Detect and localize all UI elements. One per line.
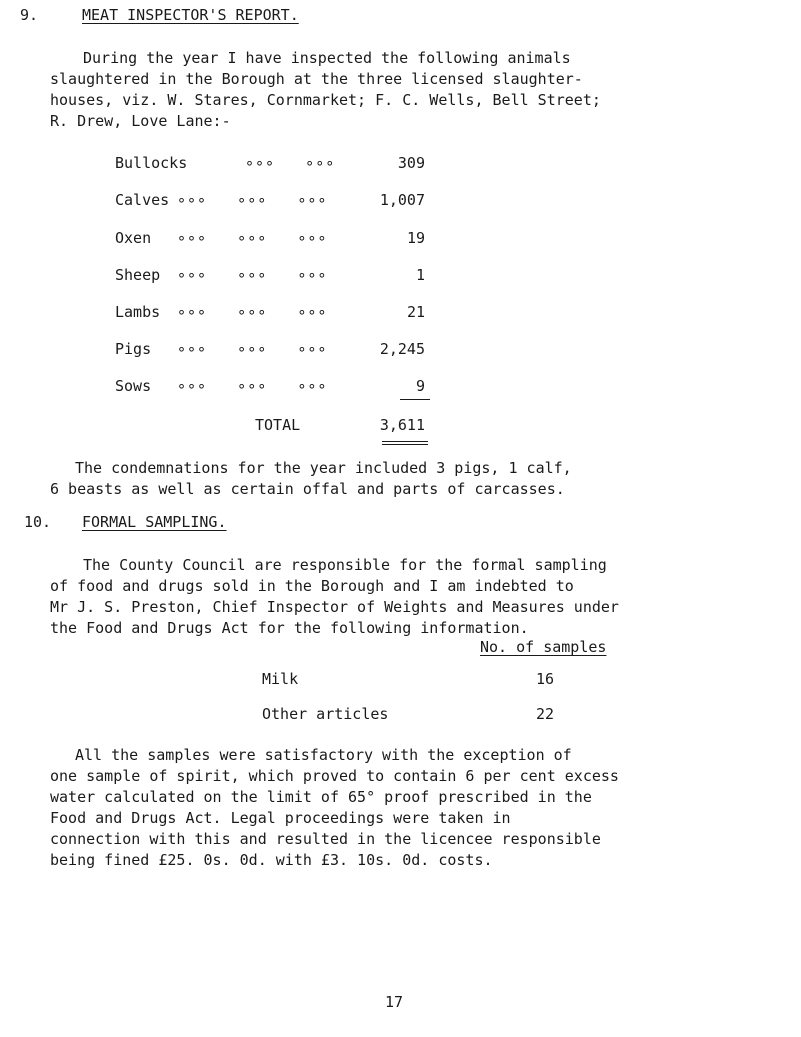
animal-label: Oxen: [115, 229, 152, 247]
table-row: [115, 154, 425, 174]
total-rule: [400, 399, 430, 400]
paragraph-line: connection with this and resulted in the licencee responsible: [50, 830, 601, 848]
animal-label: Calves: [115, 191, 170, 209]
section-number: 9.: [20, 6, 39, 24]
page-number: 17: [385, 993, 404, 1011]
condemnations-paragraph: [50, 458, 770, 500]
leader-dots: ∘∘∘ ∘∘∘ ∘∘∘: [177, 303, 328, 321]
section-heading: FORMAL SAMPLING.: [82, 513, 227, 531]
total-label: TOTAL: [255, 416, 301, 434]
total-double-rule: [382, 441, 428, 445]
paragraph-line: the Food and Drugs Act for the following information.: [50, 619, 529, 637]
section-heading: MEAT INSPECTOR'S REPORT.: [82, 6, 299, 24]
table-row: [115, 303, 425, 323]
animal-label: Sheep: [115, 266, 161, 284]
section-number: 10.: [24, 513, 52, 531]
table-row: [115, 266, 425, 286]
leader-dots: ∘∘∘ ∘∘∘ ∘∘∘: [177, 377, 328, 395]
animal-count: 309: [397, 154, 425, 172]
table-row: [115, 377, 425, 397]
paragraph-line: slaughtered in the Borough at the three licensed slaughter-: [50, 70, 583, 88]
sample-count: 16: [536, 670, 555, 688]
table-row: [115, 229, 425, 249]
leader-dots: ∘∘∘ ∘∘∘: [245, 154, 336, 172]
paragraph-line: The County Council are responsible for the formal sampling: [83, 556, 607, 574]
animal-count: 9: [415, 377, 425, 395]
sampling-intro-paragraph: [50, 555, 770, 639]
leader-dots: ∘∘∘ ∘∘∘ ∘∘∘: [177, 191, 328, 209]
animal-count: 1,007: [379, 191, 425, 209]
animal-count: 1: [415, 266, 425, 284]
paragraph-line: water calculated on the limit of 65° proof prescribed in the: [50, 788, 592, 806]
animal-label: Lambs: [115, 303, 161, 321]
table-row: [115, 191, 425, 211]
animal-label: Bullocks: [115, 154, 188, 172]
animal-label: Pigs: [115, 340, 152, 358]
samples-column-header: No. of samples: [480, 638, 607, 656]
paragraph-line: 6 beasts as well as certain offal and parts of carcasses.: [50, 480, 565, 498]
paragraph-line: All the samples were satisfactory with the exception of: [75, 746, 572, 764]
paragraph-line: houses, viz. W. Stares, Cornmarket; F. C. Wells, Bell Street;: [50, 91, 601, 109]
paragraph-line: being fined £25. 0s. 0d. with £3. 10s. 0d. costs.: [50, 851, 493, 869]
sample-label: Milk: [262, 670, 299, 688]
paragraph-line: During the year I have inspected the following animals: [83, 49, 571, 67]
table-row: [115, 340, 425, 360]
paragraph-line: The condemnations for the year included 3 pigs, 1 calf,: [75, 459, 572, 477]
sampling-result-paragraph: [50, 745, 770, 871]
paragraph-line: one sample of spirit, which proved to contain 6 per cent excess: [50, 767, 619, 785]
paragraph-line: Mr J. S. Preston, Chief Inspector of Weights and Measures under: [50, 598, 619, 616]
animal-count: 19: [406, 229, 425, 247]
leader-dots: ∘∘∘ ∘∘∘ ∘∘∘: [177, 266, 328, 284]
leader-dots: ∘∘∘ ∘∘∘ ∘∘∘: [177, 340, 328, 358]
animal-count: 2,245: [379, 340, 425, 358]
paragraph-line: Food and Drugs Act. Legal proceedings were taken in: [50, 809, 511, 827]
paragraph-line: of food and drugs sold in the Borough and I am indebted to: [50, 577, 574, 595]
animal-label: Sows: [115, 377, 152, 395]
paragraph-line: R. Drew, Love Lane:-: [50, 112, 231, 130]
total-value: 3,611: [379, 416, 425, 434]
leader-dots: ∘∘∘ ∘∘∘ ∘∘∘: [177, 229, 328, 247]
animal-count: 21: [406, 303, 425, 321]
intro-paragraph: [50, 48, 770, 132]
sample-count: 22: [536, 705, 555, 723]
sample-label: Other articles: [262, 705, 389, 723]
